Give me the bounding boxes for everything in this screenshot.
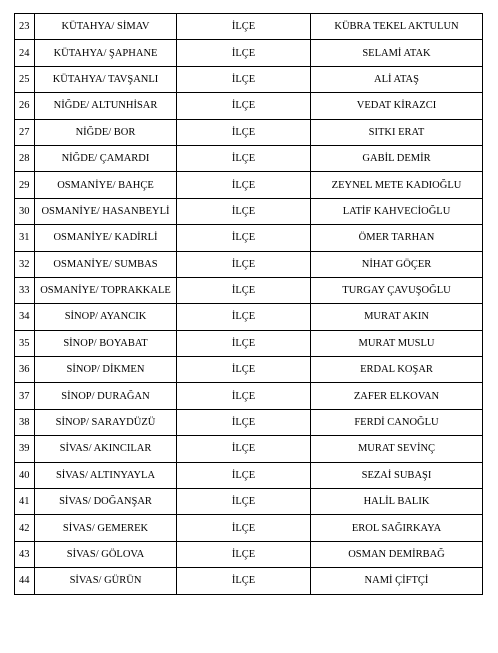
district-cell: SİVAS/ AKINCILAR bbox=[35, 436, 177, 462]
table-row bbox=[15, 541, 483, 567]
row-number-cell: 29 bbox=[15, 172, 35, 198]
person-name-cell: ZEYNEL METE KADIOĞLU bbox=[311, 172, 483, 198]
table-body bbox=[15, 14, 483, 595]
person-name-cell: MURAT MUSLU bbox=[311, 330, 483, 356]
table-row bbox=[15, 330, 483, 356]
row-number-cell: 26 bbox=[15, 93, 35, 119]
row-number-cell: 27 bbox=[15, 119, 35, 145]
table-row bbox=[15, 409, 483, 435]
table-row bbox=[15, 93, 483, 119]
row-number-cell: 39 bbox=[15, 436, 35, 462]
person-name-cell: EROL SAĞIRKAYA bbox=[311, 515, 483, 541]
unit-type-cell: İLÇE bbox=[177, 357, 311, 383]
district-cell: SİVAS/ DOĞANŞAR bbox=[35, 489, 177, 515]
district-cell: SİNOP/ DURAĞAN bbox=[35, 383, 177, 409]
district-cell: OSMANİYE/ KADİRLİ bbox=[35, 225, 177, 251]
row-number-cell: 38 bbox=[15, 409, 35, 435]
person-name-cell: ZAFER ELKOVAN bbox=[311, 383, 483, 409]
unit-type-cell: İLÇE bbox=[177, 172, 311, 198]
district-cell: KÜTAHYA/ SİMAV bbox=[35, 14, 177, 40]
row-number-cell: 42 bbox=[15, 515, 35, 541]
person-name-cell: OSMAN DEMİRBAĞ bbox=[311, 541, 483, 567]
district-cell: KÜTAHYA/ ŞAPHANE bbox=[35, 40, 177, 66]
row-number-cell: 36 bbox=[15, 357, 35, 383]
table-row bbox=[15, 251, 483, 277]
table-row bbox=[15, 304, 483, 330]
table-row bbox=[15, 66, 483, 92]
table-row bbox=[15, 277, 483, 303]
person-name-cell: SITKI ERAT bbox=[311, 119, 483, 145]
person-name-cell: GABİL DEMİR bbox=[311, 145, 483, 171]
person-name-cell: ÖMER TARHAN bbox=[311, 225, 483, 251]
district-cell: OSMANİYE/ HASANBEYLİ bbox=[35, 198, 177, 224]
unit-type-cell: İLÇE bbox=[177, 119, 311, 145]
district-cell: SİVAS/ GEMEREK bbox=[35, 515, 177, 541]
row-number-cell: 34 bbox=[15, 304, 35, 330]
unit-type-cell: İLÇE bbox=[177, 462, 311, 488]
district-cell: SİVAS/ GÜRÜN bbox=[35, 568, 177, 594]
row-number-cell: 28 bbox=[15, 145, 35, 171]
unit-type-cell: İLÇE bbox=[177, 66, 311, 92]
row-number-cell: 43 bbox=[15, 541, 35, 567]
person-name-cell: ERDAL KOŞAR bbox=[311, 357, 483, 383]
district-cell: OSMANİYE/ TOPRAKKALE bbox=[35, 277, 177, 303]
row-number-cell: 24 bbox=[15, 40, 35, 66]
district-cell: NİĞDE/ BOR bbox=[35, 119, 177, 145]
district-cell: SİNOP/ BOYABAT bbox=[35, 330, 177, 356]
row-number-cell: 35 bbox=[15, 330, 35, 356]
table-row bbox=[15, 145, 483, 171]
table-row bbox=[15, 14, 483, 40]
unit-type-cell: İLÇE bbox=[177, 489, 311, 515]
district-cell: SİVAS/ ALTINYAYLA bbox=[35, 462, 177, 488]
person-name-cell: ALİ ATAŞ bbox=[311, 66, 483, 92]
table-row bbox=[15, 40, 483, 66]
table-row bbox=[15, 568, 483, 594]
unit-type-cell: İLÇE bbox=[177, 40, 311, 66]
person-name-cell: SELAMİ ATAK bbox=[311, 40, 483, 66]
person-name-cell: VEDAT KİRAZCI bbox=[311, 93, 483, 119]
unit-type-cell: İLÇE bbox=[177, 541, 311, 567]
table-row bbox=[15, 357, 483, 383]
table-row bbox=[15, 119, 483, 145]
district-cell: SİNOP/ DİKMEN bbox=[35, 357, 177, 383]
table-row bbox=[15, 462, 483, 488]
row-number-cell: 41 bbox=[15, 489, 35, 515]
person-name-cell: LATİF KAHVECİOĞLU bbox=[311, 198, 483, 224]
table-row bbox=[15, 198, 483, 224]
person-name-cell: NAMİ ÇİFTÇİ bbox=[311, 568, 483, 594]
district-cell: NİĞDE/ ALTUNHİSAR bbox=[35, 93, 177, 119]
unit-type-cell: İLÇE bbox=[177, 330, 311, 356]
table-row bbox=[15, 225, 483, 251]
table-row bbox=[15, 436, 483, 462]
row-number-cell: 30 bbox=[15, 198, 35, 224]
person-name-cell: MURAT AKIN bbox=[311, 304, 483, 330]
district-cell: OSMANİYE/ BAHÇE bbox=[35, 172, 177, 198]
unit-type-cell: İLÇE bbox=[177, 225, 311, 251]
district-cell: SİVAS/ GÖLOVA bbox=[35, 541, 177, 567]
unit-type-cell: İLÇE bbox=[177, 568, 311, 594]
unit-type-cell: İLÇE bbox=[177, 14, 311, 40]
unit-type-cell: İLÇE bbox=[177, 93, 311, 119]
district-cell: KÜTAHYA/ TAVŞANLI bbox=[35, 66, 177, 92]
unit-type-cell: İLÇE bbox=[177, 436, 311, 462]
district-cell: OSMANİYE/ SUMBAS bbox=[35, 251, 177, 277]
table-row bbox=[15, 172, 483, 198]
unit-type-cell: İLÇE bbox=[177, 409, 311, 435]
person-name-cell: SEZAİ SUBAŞI bbox=[311, 462, 483, 488]
table-row bbox=[15, 489, 483, 515]
unit-type-cell: İLÇE bbox=[177, 383, 311, 409]
district-cell: NİĞDE/ ÇAMARDI bbox=[35, 145, 177, 171]
row-number-cell: 44 bbox=[15, 568, 35, 594]
row-number-cell: 31 bbox=[15, 225, 35, 251]
person-name-cell: NİHAT GÖÇER bbox=[311, 251, 483, 277]
table-row bbox=[15, 383, 483, 409]
person-name-cell: MURAT SEVİNÇ bbox=[311, 436, 483, 462]
appointment-table bbox=[14, 13, 483, 595]
person-name-cell: FERDİ CANOĞLU bbox=[311, 409, 483, 435]
row-number-cell: 25 bbox=[15, 66, 35, 92]
district-cell: SİNOP/ AYANCIK bbox=[35, 304, 177, 330]
unit-type-cell: İLÇE bbox=[177, 304, 311, 330]
row-number-cell: 33 bbox=[15, 277, 35, 303]
table-row bbox=[15, 515, 483, 541]
person-name-cell: KÜBRA TEKEL AKTULUN bbox=[311, 14, 483, 40]
unit-type-cell: İLÇE bbox=[177, 198, 311, 224]
row-number-cell: 37 bbox=[15, 383, 35, 409]
unit-type-cell: İLÇE bbox=[177, 277, 311, 303]
person-name-cell: HALİL BALIK bbox=[311, 489, 483, 515]
unit-type-cell: İLÇE bbox=[177, 251, 311, 277]
unit-type-cell: İLÇE bbox=[177, 145, 311, 171]
unit-type-cell: İLÇE bbox=[177, 515, 311, 541]
row-number-cell: 40 bbox=[15, 462, 35, 488]
person-name-cell: TURGAY ÇAVUŞOĞLU bbox=[311, 277, 483, 303]
district-cell: SİNOP/ SARAYDÜZÜ bbox=[35, 409, 177, 435]
row-number-cell: 23 bbox=[15, 14, 35, 40]
row-number-cell: 32 bbox=[15, 251, 35, 277]
